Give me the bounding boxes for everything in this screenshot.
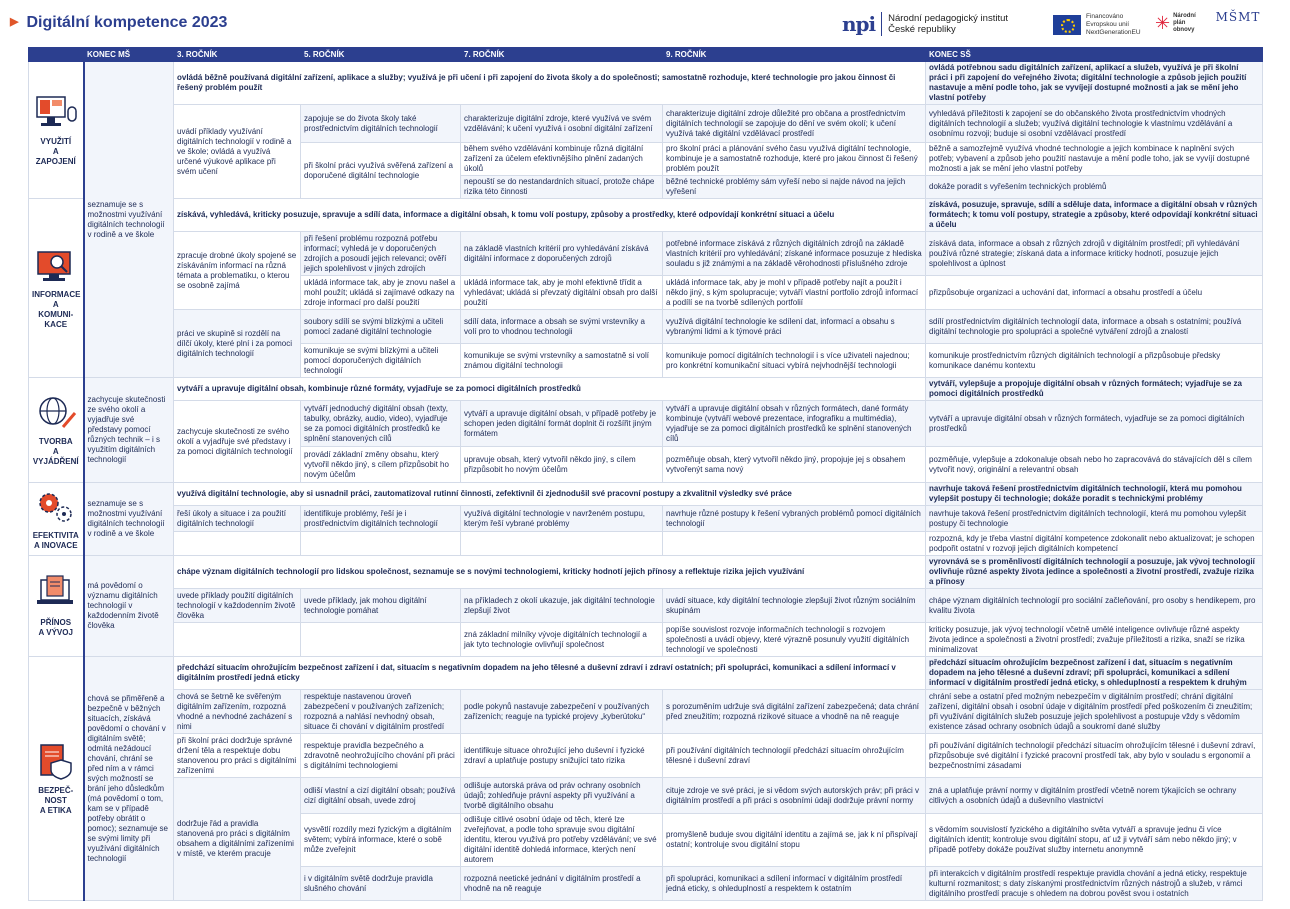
area-summary: využívá digitální technologie, aby si usnadnil práci, zautomatizoval rutinní činnosti, zefektivnil či zjednodušil své pracovní postupy a zkvalitnil výsledky své práce [174, 483, 926, 506]
ms-cell: seznamuje se s možnostmi využívání digitálních technologií v rodině a ve škole [84, 62, 174, 378]
cell: během svého vzdělávání kombinuje různá digitální zařízení za účelem efektivnějšího plnění zadaných úkolů [461, 143, 663, 176]
cell: přizpůsobuje organizaci a uchování dat, informací a obsahu prostředí a účelu [926, 276, 1263, 310]
cell: pozměňuje, vylepšuje a zdokonaluje obsah nebo ho zapracovává do stávajících děl s cílem vytvořit nový, originální a relevantní obsah [926, 447, 1263, 483]
cell: při používání digitálních technologií předchází situacím ohrožujícím tělesné i duševní zdraví [663, 734, 926, 778]
cell: i v digitálním světě dodržuje pravidla slušného chování [301, 867, 461, 901]
grade3-cell: chová se šetrně ke svěřeným digitálním zařízením, rozpozná vhodné a nevhodné zacházení s nimi [174, 690, 301, 734]
cell: vytváří a upravuje digitální obsah, v případě potřeby je schopen jeden digitální formát doplnit či rozšířit jiným formátem [461, 401, 663, 447]
cell: dokáže poradit s vyřešením technických problémů [926, 176, 1263, 199]
area-summary: získává, vyhledává, kriticky posuzuje, spravuje a sdílí data, informace a digitální obsah, k tomu volí postupy, způsoby a prostředky, které odpovídají konkrétní situaci a účelu [174, 199, 926, 232]
cell: ukládá informace tak, aby je mohl efektivně třídit a vyhledávat; ukládá si převzatý digitální obsah pro další použití [461, 276, 663, 310]
cell: při interakcích v digitálním prostředí respektuje pravidla chování a jedná eticky, respektuje kulturní rozmanitost; s daty získanými prostřednictvím různých nástrojů a služeb, v rámci digitálního prostředí pracuje s ohledem na dobrou pověst svou i ostatních [926, 867, 1263, 901]
ms-cell: má povědomí o významu digitálních technologií v každodenním životě člověka [84, 556, 174, 657]
cell: upravuje obsah, který vytvořil někdo jiný, s cílem přizpůsobit ho novým účelům [461, 447, 663, 483]
cell: promyšleně buduje svou digitální identitu a zajímá se, jak k ní přispívají ostatní; kontroluje svou digitální stopu [663, 814, 926, 867]
grade3-cell: uvádí příklady využívání digitálních technologií v rodině a ve škole; ovládá a využívá určené výukové aplikace při svém učení [174, 105, 301, 199]
area-vyuziti: VYUŽITÍ A ZAPOJENÍ [29, 62, 84, 199]
npi-logo: npi Národní pedagogický institut České republiky [842, 12, 1009, 36]
area-summary: vytváří a upravuje digitální obsah, kombinuje různé formáty, vyjadřuje se za pomoci digitálních prostředků [174, 378, 926, 401]
grade3-cell: řeší úkoly a situace i za použití digitálních technologií [174, 506, 301, 532]
grade3-cell: dodržuje řád a pravidla stanovená pro práci s digitálním obsahem a digitálními zařízeními v místě, ve kterém pracuje [174, 778, 301, 901]
spark-icon: ✳ [1155, 13, 1171, 34]
competence-table [28, 47, 1263, 901]
cell: charakterizuje digitální zdroje, které využívá ve svém vzdělávání; k učení využívá i osobní digitální zařízení [461, 105, 663, 143]
cell: uvede příklady, jak mohou digitální technologie pomáhat [301, 589, 461, 623]
area-tvorba: TVORBA A VYJÁDŘENÍ [29, 378, 84, 483]
area-summary-ss: vytváří, vylepšuje a propojuje digitální obsah v různých formátech; vyjadřuje se za pomoci digitálních prostředků [926, 378, 1263, 401]
cell: vysvětlí rozdíly mezi fyzickým a digitálním světem; vybírá informace, které o sobě může zveřejnit [301, 814, 461, 867]
msmt-logo: MŠMT [1215, 10, 1261, 24]
col-konec-ms: KONEC MŠ [84, 48, 174, 62]
ms-cell: chová se přiměřeně a bezpečně v běžných situacích, získává povědomí o chování v digitálním světě; odmítá nežádoucí chování, chrání se před ním a v rámci svých možností se brání jeho důsledkům (má povědomí o tom, kam se v případě potřeby obrátit o pomoc); seznamuje se se svými limity při využívání digitálních technologií [84, 657, 174, 901]
cell: provádí základní změny obsahu, který vytvořil někdo jiný, s cílem přizpůsobit ho novým účelům [301, 447, 461, 483]
cell: odlišuje autorská práva od práv ochrany osobních údajů; zohledňuje právní aspekty při využívání a tvorbě digitálního obsahu [461, 778, 663, 814]
cell: kriticky posuzuje, jak vývoj technologií včetně umělé inteligence ovlivňuje různé aspekty života jedince a společnosti a životní prostředí; zvažuje příležitosti a rizika, snaží se rizika minimalizovat [926, 623, 1263, 657]
col-7-rocnik: 7. ROČNÍK [461, 48, 663, 62]
cell: potřebné informace získává z různých digitálních zdrojů na základě vlastních kritérií pro vyhledávání; získané informace posuzuje z hlediska souladu s již známými a na základě věrohodnosti příslušného zdroje [663, 232, 926, 276]
area-bezpecnost: BEZPEČ- NOST A ETIKA [29, 657, 84, 901]
col-3-rocnik: 3. ROČNÍK [174, 48, 301, 62]
area-summary-ss: vyrovnává se s proměnlivostí digitálních technologií a posuzuje, jak vývoj technologií ovlivňuje různé aspekty života jedince a společnosti a životní prostředí, zvažuje rizika a přínosy [926, 556, 1263, 589]
cell: vytváří a upravuje digitální obsah v různých formátech, dané formáty kombinuje (vytváří webové prezentace, infografiku a multimédia), vyjadřuje se za pomoci digitálních prostředků ke splnění stanovených cílů [663, 401, 926, 447]
cell: s porozuměním udržuje svá digitální zařízení zabezpečená; data chrání před zneužitím; rozpozná rizikové situace a vhodně na ně reaguje [663, 690, 926, 734]
cell: vyhledává příležitosti k zapojení se do občanského života prostřednictvím vhodných digitálních technologií a služeb; využívá digitální technologie k vlastnímu vzdělávání a osobnímu rozvoji; buduje si osobní vzdělávací prostředí [926, 105, 1263, 143]
cell: zná a uplatňuje právní normy v digitálním prostředí včetně norem týkajících se ochrany citlivých a osobních údajů a duševního vlastnictví [926, 778, 1263, 814]
monitor-search-icon [33, 246, 79, 286]
area-summary: chápe význam digitálních technologií pro lidskou společnost, seznamuje se s novými technologiemi, kriticky hodnotí jejich přínosy a reflektuje rizika jejich využívání [174, 556, 926, 589]
col-9-rocnik: 9. ROČNÍK [663, 48, 926, 62]
cell: ukládá informace tak, aby je mohl v případě potřeby najít a použít i někdo jiný, s kým spolupracuje; vytváří vlastní portfolio zdrojů informací a podílí se na tvorbě sdílených portfolií [663, 276, 926, 310]
area-summary-ss: navrhuje taková řešení prostřednictvím digitálních technologií, která mu pomohou vylepšit postupy či technologie; dokáže poradit s technickými problémy [926, 483, 1263, 506]
header-row [29, 48, 1263, 62]
area-summary: předchází situacím ohrožujícím bezpečnost zařízení i dat, situacím s negativním dopadem na jeho tělesné a duševní zdraví i zdraví ostatních; při spolupráci, komunikaci a sdílení informací v digitálním prostředí jedná eticky [174, 657, 926, 690]
cell: respektuje pravidla bezpečného a zdravotně neohrožujícího chování při práci s digitálními technologiemi [301, 734, 461, 778]
cell: běžné technické problémy sám vyřeší nebo si najde návod na jejich vyřešení [663, 176, 926, 199]
grade3-cell: zpracuje drobné úkoly spojené se získáváním informací na různá témata a problematiku, o kterou se osobně zajímá [174, 232, 301, 310]
cell: sdílí prostřednictvím digitálních technologií data, informace a obsah s ostatními; používá digitální technologie pro spolupráci a společné vytváření zdrojů a znalostí [926, 310, 1263, 344]
cell: odlišuje citlivé osobní údaje od těch, které lze zveřejňovat, a podle toho spravuje svou digitální identitu, kterou využívá pro potřeby vzdělávání; ve své digitální identitě dohledá informace, kterých není autorem [461, 814, 663, 867]
cell: nepouští se do nestandardních situací, protože chápe rizika této činnosti [461, 176, 663, 199]
computer-icon [33, 93, 79, 133]
cell: na příkladech z okolí ukazuje, jak digitální technologie zlepšují život [461, 589, 663, 623]
grade3-cell: práci ve skupině si rozdělí na dílčí úkoly, které plní i za pomoci digitálních technologií [174, 310, 301, 378]
cell: podle pokynů nastavuje zabezpečení v používaných zařízeních; reaguje na typické projevy „kyberútoku“ [461, 690, 663, 734]
shield-document-icon [33, 742, 79, 782]
cell: ukládá informace tak, aby je znovu našel a mohl použít; ukládá si zajímavé odkazy na zdroje informací pro další použití [301, 276, 461, 310]
ms-cell: seznamuje se s možnostmi využívání digitálních technologií v rodině a ve škole [84, 483, 174, 556]
cell: pro školní práci a plánování svého času využívá digitální technologie, kombinuje je a samostatně rozhoduje, které pro jakou činnost či řešený problém použít [663, 143, 926, 176]
cell: při školní práci využívá svěřená zařízení a doporučené digitální technologie [301, 143, 461, 199]
cell: popíše souvislost rozvoje informačních technologií s rozvojem společnosti a uvádí objevy, které výrazně posunuly využití digitálních technologií ve společnosti [663, 623, 926, 657]
area-efektivita: EFEKTIVITA A INOVACE [29, 483, 84, 556]
cell: běžně a samozřejmě využívá vhodné technologie a jejich kombinace k naplnění svých potřeb; vybavení a způsob jeho použití nastavuje a mění podle toho, jak se vyvíjí dostupné možnosti a jak se mění jeho vlastní potřeby [926, 143, 1263, 176]
cell: cituje zdroje ve své práci, je si vědom svých autorských práv; při práci v digitálním prostředí a při práci s osobními údaji dodržuje právní normy [663, 778, 926, 814]
cell: komunikuje prostřednictvím různých digitálních technologií a přizpůsobuje předsky komunikace danému kontextu [926, 344, 1263, 378]
eu-logo: Financováno Evropskou unií NextGenerationEU [1053, 13, 1141, 37]
cell: navrhuje různé postupy k řešení vybraných problémů pomocí digitálních technologií [663, 506, 926, 532]
gears-icon [33, 487, 79, 527]
cell: při spolupráci, komunikaci a sdílení informací v digitálním prostředí jedná eticky, s ohleduplností a respektem k ostatním [663, 867, 926, 901]
area-summary-ss: předchází situacím ohrožujícím bezpečnost zařízení i dat, situacím s negativním dopadem na jeho tělesné a duševní zdraví; při spolupráci, komunikaci a sdílení informací v digitálním prostředí jedná eticky, s ohleduplností a respektem k druhým [926, 657, 1263, 690]
cell: zapojuje se do života školy také prostřednictvím digitálních technologií [301, 105, 461, 143]
cell: rozpozná, kdy je třeba vlastní digitální kompetence zdokonalit nebo aktualizovat; je schopen podpořit ostatní v rozvoji jejich digitálních kompetencí [926, 532, 1263, 556]
eu-flag-icon [1053, 15, 1081, 35]
cell: využívá digitální technologie ke sdílení dat, informací a obsahu s vybranými lidmi a k týmové práci [663, 310, 926, 344]
cell: komunikuje se svými blízkými a učiteli pomocí doporučených digitálních technologií [301, 344, 461, 378]
area-summary-ss: získává, posuzuje, spravuje, sdílí a sděluje data, informace a digitální obsah v různých formátech; k tomu volí postupy, strategie a způsoby, které odpovídají konkrétní situaci a účelu [926, 199, 1263, 232]
cell: uvede příklady použití digitálních technologií v každodenním životě člověka [174, 589, 301, 623]
cell: pozměňuje obsah, který vytvořil někdo jiný, propojuje jej s obsahem vytvořenýt sama nový [663, 447, 926, 483]
cell: chrání sebe a ostatní před možným nebezpečím v digitálním prostředí; chrání digitální zařízení, digitální obsah i osobní údaje v digitálním prostředí před poškozením či zneužitím; při využívání digitálních služeb posuzuje jejich spolehlivost a postupuje vždy s vědomím existence zásad ochrany osobních údajů a soukromí dané služby [926, 690, 1263, 734]
cell: s vědomím souvislostí fyzického a digitálního světa vytváří a spravuje jednu či více digitálních identit; kontroluje svou digitální stopu, ať už ji vytváří sám nebo někdo jiný; v případě potřeby dokáže používat služby internetu anonymně [926, 814, 1263, 867]
cell: navrhuje taková řešení prostřednictvím digitálních technologií, která mu pomohou vylepšit postupy či technologie [926, 506, 1263, 532]
cell: rozpozná neetické jednání v digitálním prostředí a vhodně na ně reaguje [461, 867, 663, 901]
cell: identifikuje situace ohrožující jeho duševní i fyzické zdraví a uplatňuje postupy snižující tato rizika [461, 734, 663, 778]
cell: charakterizuje digitální zdroje důležité pro občana a prostřednictvím digitálních technologií se zapojuje do dění ve svém okolí; k učení využívá také digitální vzdělávací prostředí [663, 105, 926, 143]
cell: na základě vlastních kritérií pro vyhledávání získává digitální informace z doporučených zdrojů [461, 232, 663, 276]
cell: komunikuje pomocí digitálních technologií i s více uživateli najednou; pro konkrétní komunikační situaci vybírá nejvhodnější technologii [663, 344, 926, 378]
cell: při používání digitálních technologií předchází situacím ohrožujícím tělesné i duševní zdraví, přizpůsobuje své digitální i fyzické pracovní prostředí tak, aby bylo v souladu s ergonomií a bezpečnostními zásadami [926, 734, 1263, 778]
grade3-cell: při školní práci dodržuje správné držení těla a respektuje dobu stanovenou pro práci s digitálními zařízeními [174, 734, 301, 778]
grade3-cell: zachycuje skutečnosti ze svého okolí a vyjadřuje své představy i za pomoci digitálních technologií [174, 401, 301, 483]
area-informace: INFORMACE A KOMUNI- KACE [29, 199, 84, 378]
triangle-icon: ▶ [10, 16, 19, 28]
cell: vytváří a upravuje digitální obsah v různých formátech, vyjadřuje se za pomoci digitálních prostředků [926, 401, 1263, 447]
cell: komunikuje se svými vrstevníky a samostatně si volí známou digitální technologii [461, 344, 663, 378]
page-title: ▶ Digitální kompetence 2023 [10, 14, 228, 31]
laptop-document-icon [33, 574, 79, 614]
cell: chápe význam digitálních technologií pro sociální začleňování, pro osoby s hendikepem, pro kvalitu života [926, 589, 1263, 623]
cell: identifikuje problémy, řeší je i prostřednictvím digitálních technologií [301, 506, 461, 532]
cell: uvádí situace, kdy digitální technologie zlepšují život různým sociálním skupinám [663, 589, 926, 623]
col-5-rocnik: 5. ROČNÍK [301, 48, 461, 62]
obnova-logo: ✳ Národní plán obnovy [1155, 13, 1196, 34]
cell: soubory sdílí se svými blízkými a učiteli pomocí zadané digitální technologie [301, 310, 461, 344]
cell: sdílí data, informace a obsah se svými vrstevníky a volí pro to vhodnou technologii [461, 310, 663, 344]
cell: zná základní milníky vývoje digitálních technologií a jak tyto technologie ovlivňují společnost [461, 623, 663, 657]
header [0, 0, 1290, 46]
area-summary: ovládá běžně používaná digitální zařízení, aplikace a služby; využívá je při učení i při zapojení do života školy a do společnosti; samostatně rozhoduje, které technologie pro jakou činnost či řešený problém použít [174, 62, 926, 105]
cell: odliší vlastní a cizí digitální obsah; používá cizí digitální obsah, uvede zdroj [301, 778, 461, 814]
area-prinos: PŘÍNOS A VÝVOJ [29, 556, 84, 657]
col-konec-ss: KONEC SŠ [926, 48, 1263, 62]
globe-pen-icon [33, 393, 79, 433]
ms-cell: zachycuje skutečnosti ze svého okolí a vyjadřuje své představy pomocí různých technik – i s využitím digitálních technologií [84, 378, 174, 483]
cell: vytváří jednoduchý digitální obsah (texty, tabulky, obrázky, audio, video), vyjadřuje se za pomoci digitálních prostředků ke splnění stanovených cílů [301, 401, 461, 447]
cell: využívá digitální technologie v navrženém postupu, kterým řeší vybrané problémy [461, 506, 663, 532]
area-summary-ss: ovládá potřebnou sadu digitálních zařízení, aplikací a služeb, využívá je při školní práci i při zapojení do veřejného života; digitální technologie a způsob jejich použití nastavuje a mění podle toho, jak se vyvíjejí dostupné možnosti a jak se mění jeho vlastní potřeby [926, 62, 1263, 105]
cell: při řešení problému rozpozná potřebu informací; vyhledá je v doporučených zdrojích a posoudí jejich relevanci; ověří jejich spolehlivost v jiných zdrojích [301, 232, 461, 276]
cell: respektuje nastavenou úroveň zabezpečení v používaných zařízeních; rozpozná a nahlásí nevhodný obsah, situace či chování v digitálním prostředí [301, 690, 461, 734]
cell: získává data, informace a obsah z různých zdrojů v digitálním prostředí; při vyhledávání používá různé strategie; získaná data a informace kriticky hodnotí, posuzuje jejich spolehlivost a úplnost [926, 232, 1263, 276]
